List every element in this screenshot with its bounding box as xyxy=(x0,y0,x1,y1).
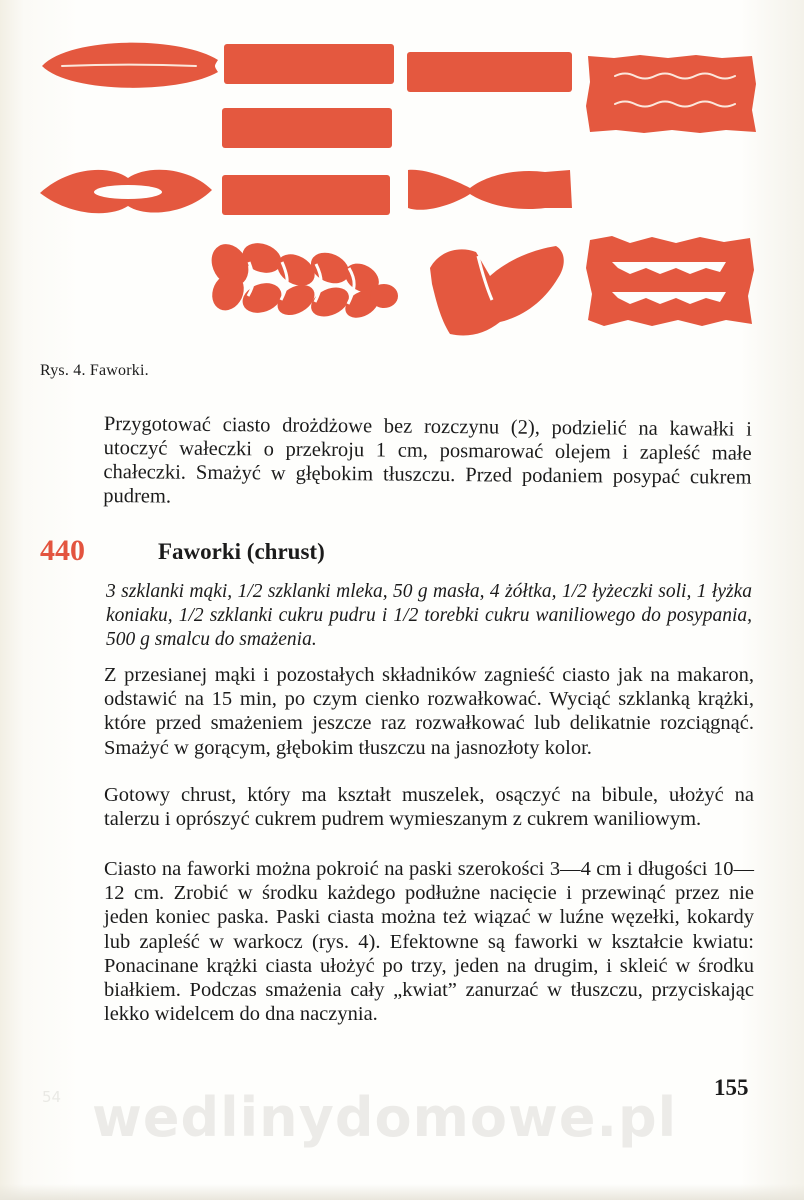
bow-shaped-dough xyxy=(430,246,564,336)
faworki-illustration xyxy=(0,0,804,345)
method-paragraph: Gotowy chrust, który ma kształt muszelek, osączyć na bibule, ułożyć na talerzu i oprószyć cukrem pudrem wymieszanym z cukrem waniliowym. xyxy=(104,784,754,831)
page-number: 155 xyxy=(714,1075,749,1100)
dough-strip xyxy=(407,52,572,92)
braided-dough xyxy=(204,237,398,323)
ingredients-list: 3 szklanki mąki, 1/2 szklanki mleka, 50 g masła, 4 żółtka, 1/2 łyżeczki soli, 1 łyżka koniaku, 1/2 szklanki cukru pudru i 1/2 torebki cukru waniliowego do posypania, 500 g smalcu do smażenia. xyxy=(106,581,752,650)
cut-dough-rectangle xyxy=(586,236,754,326)
recipe-title: Faworki (chrust) xyxy=(158,539,325,564)
method-paragraph: Ciasto na faworki można pokroić na paski szerokości 3—4 cm i długości 10—12 cm. Zrobić w środku każdego podłużne nacięcie i przewinąć przez nie jeden koniec paska. Paski ciasta można też wiązać w luźne węzełki, kokardy lub zapleść w warkocz (rys. 4). Efektowne są faworki w kształcie kwiatu: Ponacinane krążki ciasta ułożyć po trzy, jeden na drugim, i skleić w środku białkiem. Podczas smażenia cały „kwiat” zanurzać w tłuszczu, przyciskając lekko widelcem do dna naczynia. xyxy=(104,858,754,1026)
intro-paragraph: Przygotować ciasto drożdżowe bez rozczynu (2), podzielić na kawałki i utoczyć wałeczki o przekroju 1 cm, posmarować olejem i zapleść małe chałeczki. Smażyć w głębokim tłuszczu. Przed podaniem posypać cukrem pudrem. xyxy=(103,412,752,508)
notched-dough-rectangle xyxy=(586,55,756,133)
dough-strip xyxy=(224,44,394,84)
dough-strip xyxy=(222,175,390,215)
twisted-dough-strip xyxy=(408,170,572,210)
margin-mark: 54 xyxy=(42,1088,62,1106)
watermark: wedlinydomowe.pl xyxy=(92,1086,678,1149)
figure-caption: Rys. 4. Faworki. xyxy=(40,362,149,379)
recipe-number: 440 xyxy=(40,534,85,567)
dough-strip xyxy=(222,108,392,148)
method-paragraph: Z przesianej mąki i pozostałych składników zagnieść ciasto jak na makaron, odstawić na 15 min, po czym cienko rozwałkować. Wyciąć szklanką krążki, które przed smażeniem jeszcze raz rozwałkować lub delikatnie rozciągnąć. Smażyć w gorącym, głębokim tłuszczu na jasnozłoty kolor. xyxy=(104,664,754,759)
